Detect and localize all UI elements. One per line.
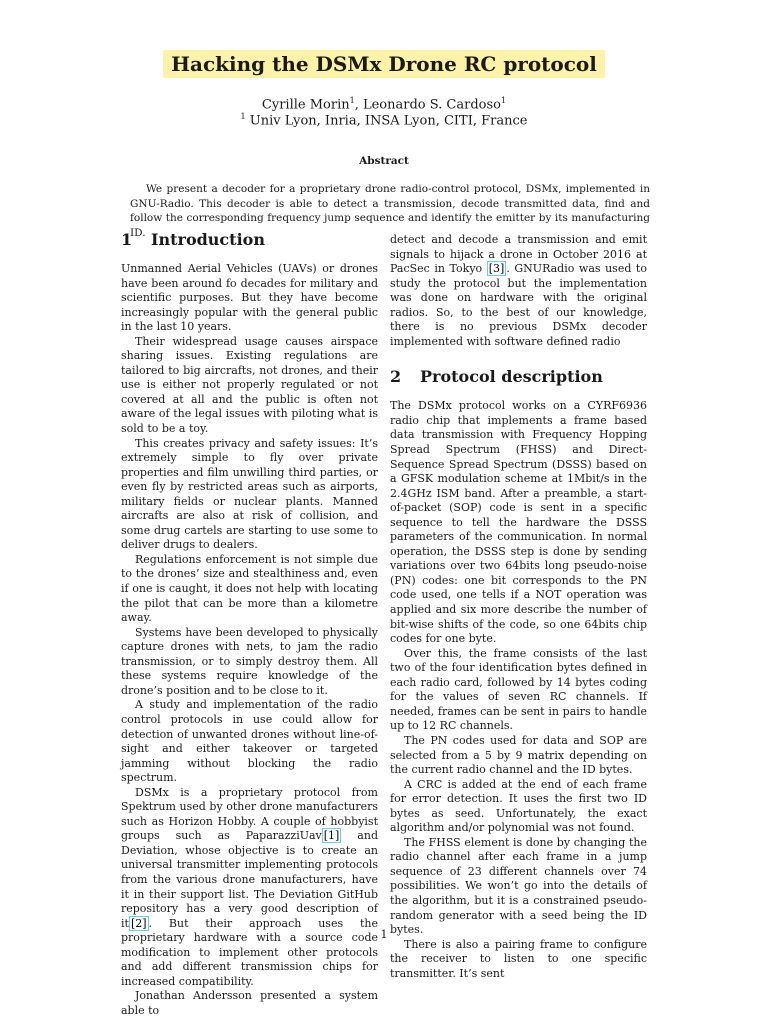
author-2-sup: 1 xyxy=(501,96,507,105)
citation-link-2[interactable]: [2] xyxy=(130,916,147,930)
intro-paragraph-7 xyxy=(121,786,378,990)
intro-paragraph-9b: . GNURadio was used to study the protocol but the implementation was done on hardware with the original radios. So, to the best of our knowledge, there is no previous DSMx decoder implemented with software defined radio xyxy=(390,262,647,348)
protocol-paragraph-3: The PN codes used for data and SOP are selected from a 5 by 9 matrix depending on the current radio channel and the ID bytes. xyxy=(390,733,647,777)
affiliation-text: Univ Lyon, Inria, INSA Lyon, CITI, France xyxy=(245,113,528,129)
intro-paragraph-3: This creates privacy and safety issues: It’s extremely simple to fly over private properties and film unwilling third parties, or even fly by restricted areas such as airports, military fields or nuclear plants. Manned aircrafts are also at risk of collision, and some drug cartels are starting to use some to deliver drugs to dealers. xyxy=(121,436,378,552)
abstract-body: We present a decoder for a proprietary drone radio-control protocol, DSMx, implemented in GNU-Radio. This decoder is able to detect a transmission, decode transmitted data, find and follow the corresponding frequency jump sequence and identify the emitter by its manufacturing ID. xyxy=(130,183,650,239)
intro-paragraph-7b: and Deviation, whose objective is to create an universal transmitter implementing protocols from the various drone manufacturers, have it in their support list. The Deviation GitHub repository has a very good description of it xyxy=(121,829,378,930)
citation-link-1[interactable]: [1] xyxy=(323,829,340,843)
author-1: Cyrille Morin xyxy=(261,97,350,113)
right-column xyxy=(390,233,647,981)
intro-paragraph-7c: . But their approach uses the proprietary hardware with a source code modification to implement other protocols and add different transmission chips for increased compatibility. xyxy=(121,916,378,988)
intro-paragraph-5: Systems have been developed to physically capture drones with nets, to jam the radio transmission, or to simply destroy them. All these systems require knowledge of the drone’s position and to be close to it. xyxy=(121,625,378,697)
citation-link-3[interactable]: [3] xyxy=(488,262,505,276)
intro-paragraph-6: A study and implementation of the radio control protocols in use could allow for detection of unwanted drones without line-of-sight and either takeover or targeted jamming without blocking the radio spectrum. xyxy=(121,698,378,785)
affiliation xyxy=(0,108,768,129)
title-block xyxy=(0,50,768,78)
intro-paragraph-7a: DSMx is a proprietary protocol from Spektrum used by other drone manufacturers such as Horizon Hobby. A couple of hobbyist groups such as PaparazziUav xyxy=(121,785,378,843)
section-2-title: Protocol description xyxy=(420,367,603,387)
protocol-paragraph-1: The DSMx protocol works on a CYRF6936 radio chip that implements a frame based data transmission with Frequency Hopping Spread Spectrum (FHSS) and Direct-Sequence Spread Spectrum (DSSS) based on a GFSK modulation scheme at 1Mbit/s in the 2.4GHz ISM band. After a preamble, a start-of-packet (SOP) code is sent in a specific sequence to tell the hardware the DSSS parameters of the communication. In normal operation, the DSSS step is done by sending variations over two 64bits long pseudo-noise (PN) codes: one bit corresponds to the PN code used, one tells if a NOT operation was applied and six more describe the number of bit-wise shifts of the code, so one 64bits chip codes for one byte. xyxy=(390,399,647,646)
section-1-heading xyxy=(121,230,378,250)
author-separator: , xyxy=(354,97,363,113)
abstract-heading: Abstract xyxy=(359,155,409,167)
section-1-number: 1 xyxy=(121,230,133,249)
intro-paragraph-8: Jonathan Andersson presented a system able to xyxy=(121,989,378,1017)
protocol-paragraph-2: Over this, the frame consists of the last two of the four identification bytes defined in each radio card, followed by 14 bytes coding for the values of seven RC channels. If needed, frames can be sent in pairs to handle up to 12 RC channels. xyxy=(390,646,647,733)
protocol-paragraph-5: The FHSS element is done by changing the radio channel after each frame in a jump sequence of 23 different channels over 74 possibilities. We won’t go into the details of the algorithm, but it is a constrained pseudo-random generator with a seed being the ID bytes. xyxy=(390,835,647,937)
intro-paragraph-1: Unmanned Aerial Vehicles (UAVs) or drones have been around fo decades for military and scientific purposes. But they have become increasingly popular with the general public in the last 10 years. xyxy=(121,262,378,334)
intro-paragraph-2: Their widespread usage causes airspace sharing issues. Existing regulations are tailored to big aircrafts, not drones, and their use is either not properly regulated or not covered at all and the public is often not aware of the legal issues with piloting what is sold to be a toy. xyxy=(121,334,378,436)
paper-title: Hacking the DSMx Drone RC protocol xyxy=(163,50,605,78)
intro-paragraph-4: Regulations enforcement is not simple due to the drones’ size and stealthiness and, even if one is caught, it does not help with locating the pilot that can be more than a kilometre away. xyxy=(121,552,378,625)
protocol-paragraph-4: A CRC is added at the end of each frame for error detection. It uses the first two ID bytes as seed. Unfortunately, the exact algorithm and/or polynomial was not found. xyxy=(390,777,647,835)
section-2-heading xyxy=(390,367,647,387)
protocol-paragraph-6: There is also a pairing frame to configure the receiver to listen to one specific transmitter. It’s sent xyxy=(390,937,647,980)
intro-paragraph-9 xyxy=(390,233,647,349)
intro-paragraph-9a: detect and decode a transmission and emit signals to hijack a drone in October 2016 at PacSec in Tokyo xyxy=(390,233,647,276)
section-2-number: 2 xyxy=(390,367,402,387)
author-2: Leonardo S. Cardoso xyxy=(362,97,501,113)
page-number: 1 xyxy=(380,928,388,941)
affiliation-sup: 1 xyxy=(240,112,246,121)
section-1-title: Introduction xyxy=(151,230,265,249)
author-1-sup: 1 xyxy=(349,96,355,105)
left-column xyxy=(121,230,378,1018)
